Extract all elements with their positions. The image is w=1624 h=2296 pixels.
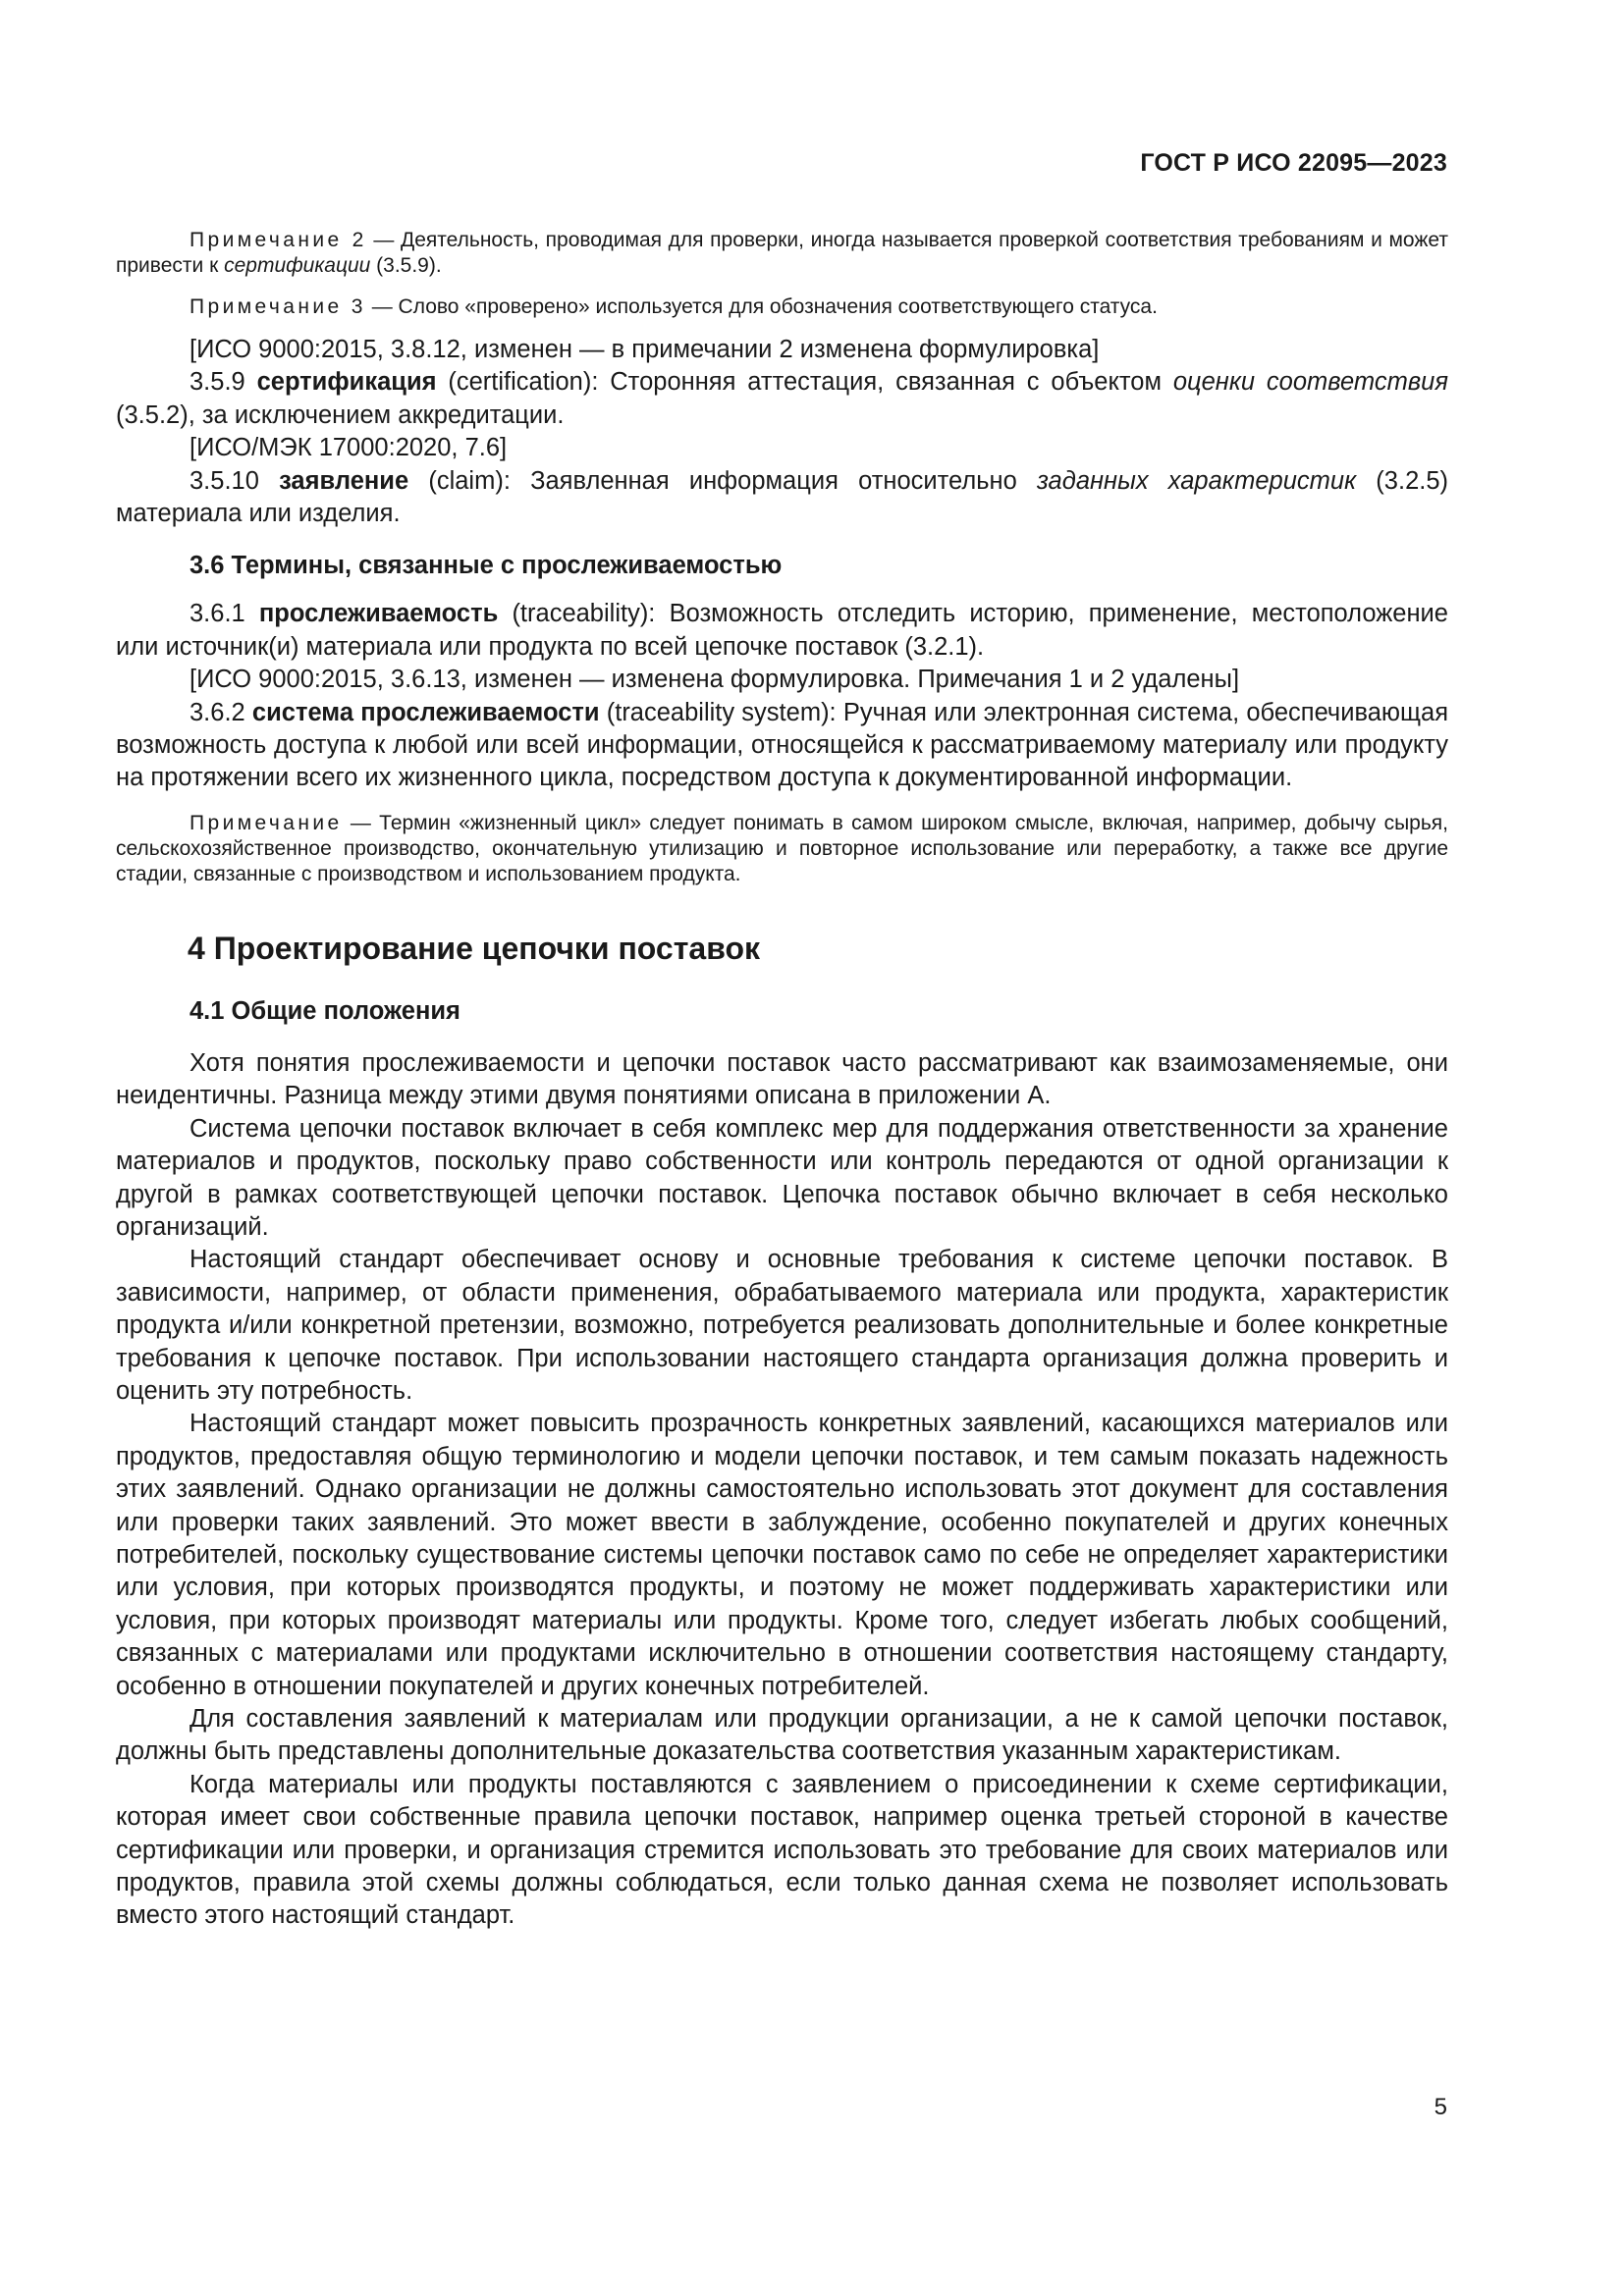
term-name: заявление <box>279 466 409 495</box>
body-paragraph: Когда материалы или продукты поставляются с заявлением о присоединении к схеме сертификации, которая имеет свои собственные правила цепочки поставок, например оценка третьей стороной в качестве сертификации или проверки, и организация стремится использовать это требование для своих материалов или продуктов, правила этой схемы должны соблюдаться, если только данная схема не позволяет использовать вместо этого настоящий стандарт. <box>116 1770 1448 1930</box>
term-text: (traceability): Возможность отследить историю, применение, местоположение или источник(и) материала или продукта по всей цепочке поставок (3.2.1). <box>116 600 1448 661</box>
body-paragraph: Настоящий стандарт может повысить прозрачность конкретных заявлений, касающихся материалов или продуктов, предоставляя общую терминологию и модели цепочки поставок, и тем самым показать надежность этих заявлений. Однако организации не должны самостоятельно использовать этот документ для составления или проверки таких заявлений. Это может ввести в заблуждение, особенно покупателей и других конечных потребителей, поскольку существование системы цепочки поставок само по себе не определяет характеристики или условия, при которых производятся продукты, и поэтому не может поддерживать характеристики или условия, при которых производят материалы или продукты. Кроме того, следует избегать любых сообщений, связанных с материалами или продуктами исключительно в отношении соответствия настоящему стандарту, особенно в отношении покупателей и других конечных потребителей. <box>116 1410 1448 1700</box>
page-content <box>116 228 1448 1933</box>
term-name: прослеживаемость <box>258 600 499 628</box>
body-paragraph: Система цепочки поставок включает в себя комплекс мер для поддержания ответственности за хранение материалов и продуктов, поскольку право собственности или контроль передаются от одной организации к другой в рамках соответствующей цепочки поставок. Цепочка поставок обычно включает в себя несколько организаций. <box>116 1114 1448 1241</box>
term-definition-3-6-2 <box>116 697 1448 795</box>
term-name: сертификация <box>256 368 437 397</box>
term-definition-3-5-10 <box>116 465 1448 531</box>
term-text: (certification): Сторонняя аттестация, связанная с объектом <box>436 368 1173 397</box>
document-id-header: ГОСТ Р ИСО 22095—2023 <box>1140 149 1447 177</box>
body-paragraph: Для составления заявлений к материалам или продукции организации, а не к самой цепочки поставок, должны быть представлены дополнительные доказательства соответствия указанным характеристикам. <box>116 1705 1448 1766</box>
source-reference: [ИСО 9000:2015, 3.8.12, изменен — в примечании 2 изменена формулировка] <box>189 336 1100 363</box>
note-2 <box>116 228 1448 279</box>
note-3 <box>116 294 1448 320</box>
note-label: Примечание 3 <box>189 295 366 318</box>
term-number: 3.5.10 <box>189 466 280 495</box>
term-definition-3-5-9 <box>116 366 1448 432</box>
source-reference: [ИСО/МЭК 17000:2020, 7.6] <box>189 434 508 462</box>
note-text: — Слово «проверено» используется для обозначения соответствующего статуса. <box>365 295 1158 318</box>
source-reference: [ИСО 9000:2015, 3.6.13, изменен — изменена формулировка. Примечания 1 и 2 удалены] <box>189 666 1240 694</box>
note-text: — Деятельность, проводимая для проверки, иногда называется проверкой соответствия требованиям и может привести к <box>116 229 1448 277</box>
term-crossref: заданных характеристик <box>1036 466 1357 495</box>
section-heading-3-6: 3.6 Термины, связанные с прослеживаемостью <box>189 552 783 580</box>
term-text: (claim): Заявленная информация относительно <box>408 466 1037 495</box>
section-heading-4: 4 Проектирование цепочки поставок <box>188 930 760 966</box>
term-text-end: (3.2.5) материала или изделия. <box>116 466 1449 528</box>
note-label: Примечание 2 <box>189 229 367 251</box>
term-text: (traceability system): Ручная или электронная система, обеспечивающая возможность доступа к любой или всей информации, относящейся к рассматриваемому материалу или продукту на протяжении всего их жизненного цикла, посредством доступа к документированной информации. <box>116 698 1449 792</box>
note-lifecycle <box>116 811 1448 887</box>
term-number: 3.5.9 <box>189 368 257 397</box>
term-number: 3.6.2 <box>189 698 252 726</box>
note-text: — Термин «жизненный цикл» следует понимать в самом широком смысле, включая, например, добычу сырья, сельскохозяйственное производство, окончательную утилизацию и повторное использование или переработку, а также все другие стадии, связанные с производством и использованием продукта. <box>116 811 1448 885</box>
term-number: 3.6.1 <box>189 600 259 628</box>
body-paragraph: Хотя понятия прослеживаемости и цепочки поставок часто рассматривают как взаимозаменяемые, они неидентичны. Разница между этими двумя понятиями описана в приложении А. <box>116 1048 1448 1110</box>
term-text-end: (3.5.2), за исключением аккредитации. <box>116 400 565 429</box>
note-text-end: (3.5.9). <box>370 254 442 277</box>
term-crossref: оценки соответствия <box>1172 368 1448 397</box>
note-label: Примечание <box>189 811 343 834</box>
body-paragraph: Настоящий стандарт обеспечивает основу и основные требования к системе цепочки поставок. В зависимости, например, от области применения, обрабатываемого материала или продукта, характеристик продукта и/или конкретной претензии, возможно, потребуется реализовать дополнительные и более конкретные требования к цепочке поставок. При использовании настоящего стандарта организация должна проверить и оценить эту потребность. <box>116 1246 1448 1405</box>
page-number: 5 <box>1434 2094 1447 2120</box>
term-name: система прослеживаемости <box>251 698 600 726</box>
note-term: сертификации <box>224 254 371 277</box>
term-definition-3-6-1 <box>116 598 1448 664</box>
section-heading-4-1: 4.1 Общие положения <box>189 996 460 1025</box>
